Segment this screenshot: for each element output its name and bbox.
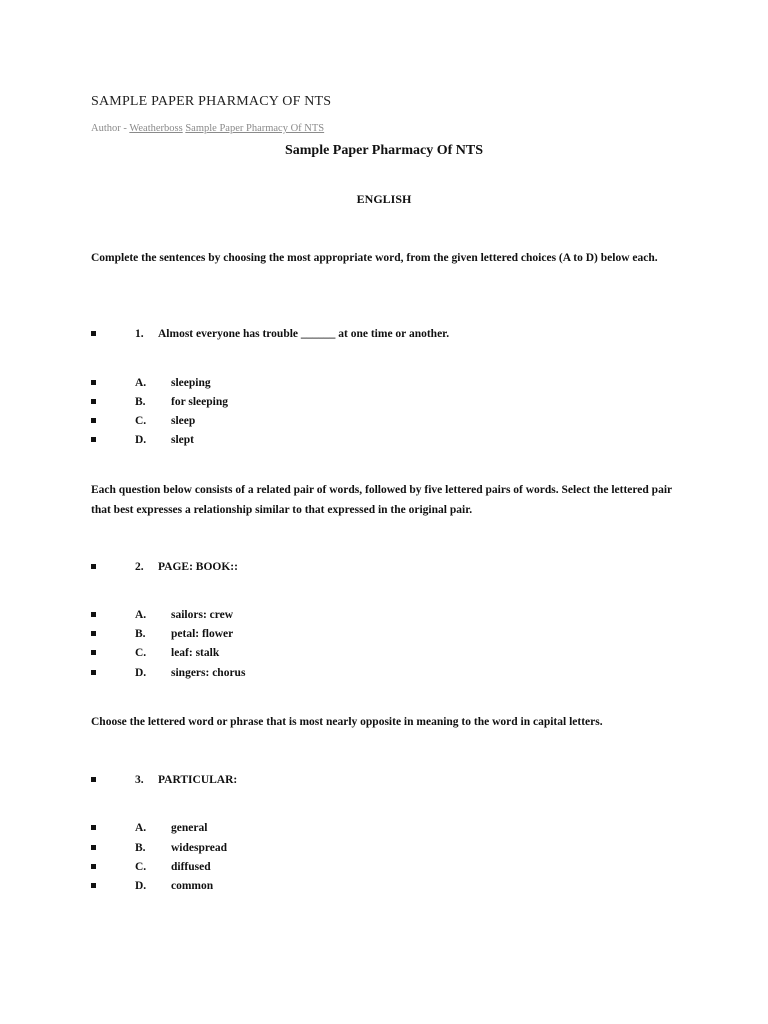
square-bullet-icon bbox=[91, 418, 96, 423]
square-bullet-icon bbox=[91, 825, 96, 830]
option-text: leaf: stalk bbox=[171, 647, 220, 659]
option-letter: D. bbox=[135, 880, 147, 892]
square-bullet-icon bbox=[91, 883, 96, 888]
option-text: sleep bbox=[171, 415, 196, 427]
square-bullet-icon bbox=[91, 331, 96, 336]
square-bullet-icon bbox=[91, 399, 96, 404]
instruction-text: Choose the lettered word or phrase that is most nearly opposite in meaning to the word in capital letters. bbox=[91, 716, 603, 728]
option-text: common bbox=[171, 880, 214, 892]
option-letter: C. bbox=[135, 861, 147, 873]
option-letter: A. bbox=[135, 822, 147, 834]
square-bullet-icon bbox=[91, 864, 96, 869]
square-bullet-icon bbox=[91, 777, 96, 782]
document-link[interactable]: Sample Paper Pharmacy Of NTS bbox=[185, 123, 325, 134]
square-bullet-icon bbox=[91, 631, 96, 636]
author-name-link[interactable]: Weatherboss bbox=[129, 123, 183, 134]
document-heading: Sample Paper Pharmacy Of NTS bbox=[284, 143, 484, 158]
option-letter: C. bbox=[135, 415, 147, 427]
option-letter: A. bbox=[135, 377, 147, 389]
section-heading: ENGLISH bbox=[356, 192, 412, 206]
instruction-text: Complete the sentences by choosing the most appropriate word, from the given lettered choices (A to D) below each. bbox=[91, 252, 658, 264]
option-text: singers: chorus bbox=[171, 667, 246, 679]
question-text: Almost everyone has trouble ______ at one time or another. bbox=[158, 328, 450, 340]
option-text: diffused bbox=[171, 861, 211, 873]
question-text: PARTICULAR: bbox=[158, 774, 238, 786]
square-bullet-icon bbox=[91, 437, 96, 442]
author-line bbox=[91, 123, 324, 134]
option-letter: D. bbox=[135, 667, 147, 679]
option-letter: B. bbox=[135, 396, 146, 408]
square-bullet-icon bbox=[91, 845, 96, 850]
page-title: SAMPLE PAPER PHARMACY OF NTS bbox=[91, 94, 332, 109]
option-text: petal: flower bbox=[171, 628, 234, 640]
option-letter: B. bbox=[135, 842, 146, 854]
option-text: slept bbox=[171, 434, 194, 446]
option-text: widespread bbox=[171, 842, 228, 854]
square-bullet-icon bbox=[91, 564, 96, 569]
option-text: general bbox=[171, 822, 208, 834]
square-bullet-icon bbox=[91, 612, 96, 617]
question-text: PAGE: BOOK:: bbox=[158, 561, 238, 573]
square-bullet-icon bbox=[91, 650, 96, 655]
question-number: 3. bbox=[135, 774, 144, 786]
option-letter: D. bbox=[135, 434, 147, 446]
option-letter: C. bbox=[135, 647, 147, 659]
option-letter: A. bbox=[135, 609, 147, 621]
question-number: 1. bbox=[135, 328, 144, 340]
square-bullet-icon bbox=[91, 670, 96, 675]
author-label: Author - bbox=[91, 123, 127, 134]
option-text: sleeping bbox=[171, 377, 211, 389]
question-number: 2. bbox=[135, 561, 144, 573]
option-text: sailors: crew bbox=[171, 609, 234, 621]
square-bullet-icon bbox=[91, 380, 96, 385]
instruction-text: Each question below consists of a related pair of words, followed by five lettered pairs of words. Select the lettered pair that best expresses a relationship similar to that expressed in the original pair. bbox=[91, 484, 672, 516]
option-text: for sleeping bbox=[171, 396, 228, 408]
option-letter: B. bbox=[135, 628, 146, 640]
